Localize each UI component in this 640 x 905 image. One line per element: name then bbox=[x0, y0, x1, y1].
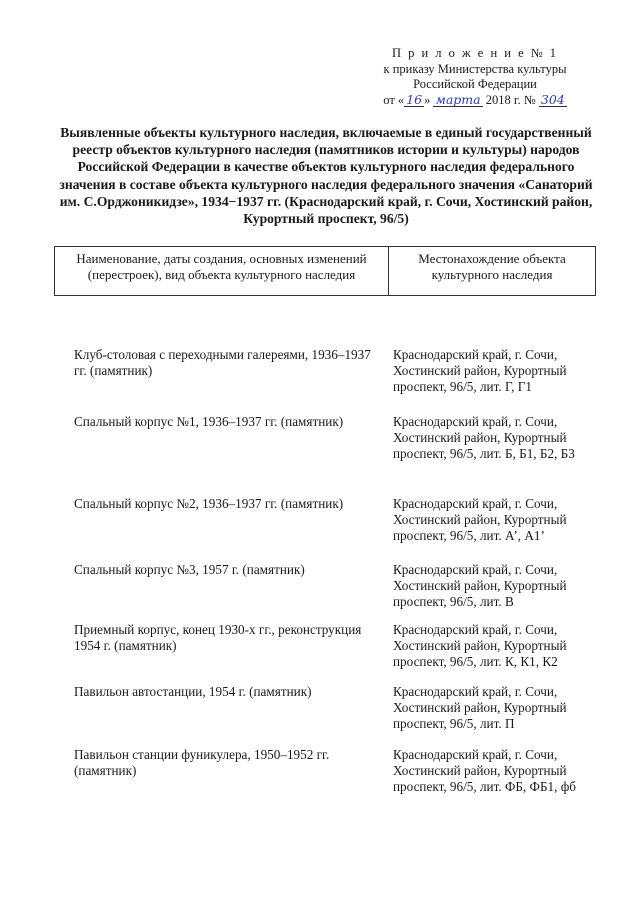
object-name: Павильон автостанции, 1954 г. (памятник) bbox=[74, 684, 312, 699]
object-location: Краснодарский край, г. Сочи, Хостинский район, Курортный проспект, 96/5, лит. ФБ, ФБ1, фб bbox=[393, 747, 576, 794]
handwritten-month: марта bbox=[435, 91, 481, 107]
object-name: Спальный корпус №1, 1936–1937 гг. (памятник) bbox=[74, 414, 344, 429]
object-location: Краснодарский край, г. Сочи, Хостинский район, Курортный проспект, 96/5, лит. П bbox=[393, 684, 567, 731]
object-name: Спальный корпус №2, 1936–1937 гг. (памятник) bbox=[74, 496, 344, 511]
appendix-line-1: к приказу Министерства культуры bbox=[383, 61, 567, 76]
object-name: Приемный корпус, конец 1930-х гг., реконструкция 1954 г. (памятник) bbox=[74, 622, 362, 653]
appendix-line-2: Российской Федерации bbox=[413, 77, 537, 91]
object-location: Краснодарский край, г. Сочи, Хостинский район, Курортный проспект, 96/5, лит. А’, А1’ bbox=[393, 496, 567, 543]
header-name-column: Наименование, даты создания, основных изменений (перестроек), вид объекта культурного наследия bbox=[55, 247, 389, 295]
document-title: Выявленные объекты культурного наследия, включаемые в единый государственный реестр объектов культурного наследия (памятников истории и культуры) народов Российской Федерации в качестве объектов культурного наследия федерального значения в составе объекта культурного наследия федерального значения «Санаторий им. С.Орджоникидзе», 1934−1937 гг. (Краснодарский край, г. Сочи, Хостинский район, Курортный проспект, 96/5) bbox=[59, 125, 593, 227]
header-location-column: Местонахождение объекта культурного наследия bbox=[418, 251, 566, 282]
date-prefix: от « bbox=[383, 92, 405, 107]
date-mid: » bbox=[424, 92, 431, 107]
handwritten-day: 16 bbox=[406, 91, 423, 107]
object-location: Краснодарский край, г. Сочи, Хостинский район, Курортный проспект, 96/5, лит. К, К1, К2 bbox=[393, 622, 567, 669]
handwritten-order-number: 304 bbox=[540, 91, 565, 107]
object-location: Краснодарский край, г. Сочи, Хостинский район, Курортный проспект, 96/5, лит. Г, Г1 bbox=[393, 347, 567, 394]
order-date-line bbox=[350, 93, 600, 109]
appendix-heading: П р и л о ж е н и е № 1 bbox=[391, 46, 559, 60]
object-name: Спальный корпус №3, 1957 г. (памятник) bbox=[74, 562, 305, 577]
object-name: Павильон станции фуникулера, 1950–1952 гг. (памятник) bbox=[74, 747, 330, 778]
table-header bbox=[54, 246, 596, 296]
date-year: 2018 г. № bbox=[485, 92, 536, 107]
object-location: Краснодарский край, г. Сочи, Хостинский район, Курортный проспект, 96/5, лит. Б, Б1, Б2, Б3 bbox=[393, 414, 575, 461]
object-name: Клуб-столовая с переходными галереями, 1936–1937 гг. (памятник) bbox=[74, 347, 371, 378]
object-location: Краснодарский край, г. Сочи, Хостинский район, Курортный проспект, 96/5, лит. В bbox=[393, 562, 567, 609]
appendix-block bbox=[350, 46, 600, 108]
